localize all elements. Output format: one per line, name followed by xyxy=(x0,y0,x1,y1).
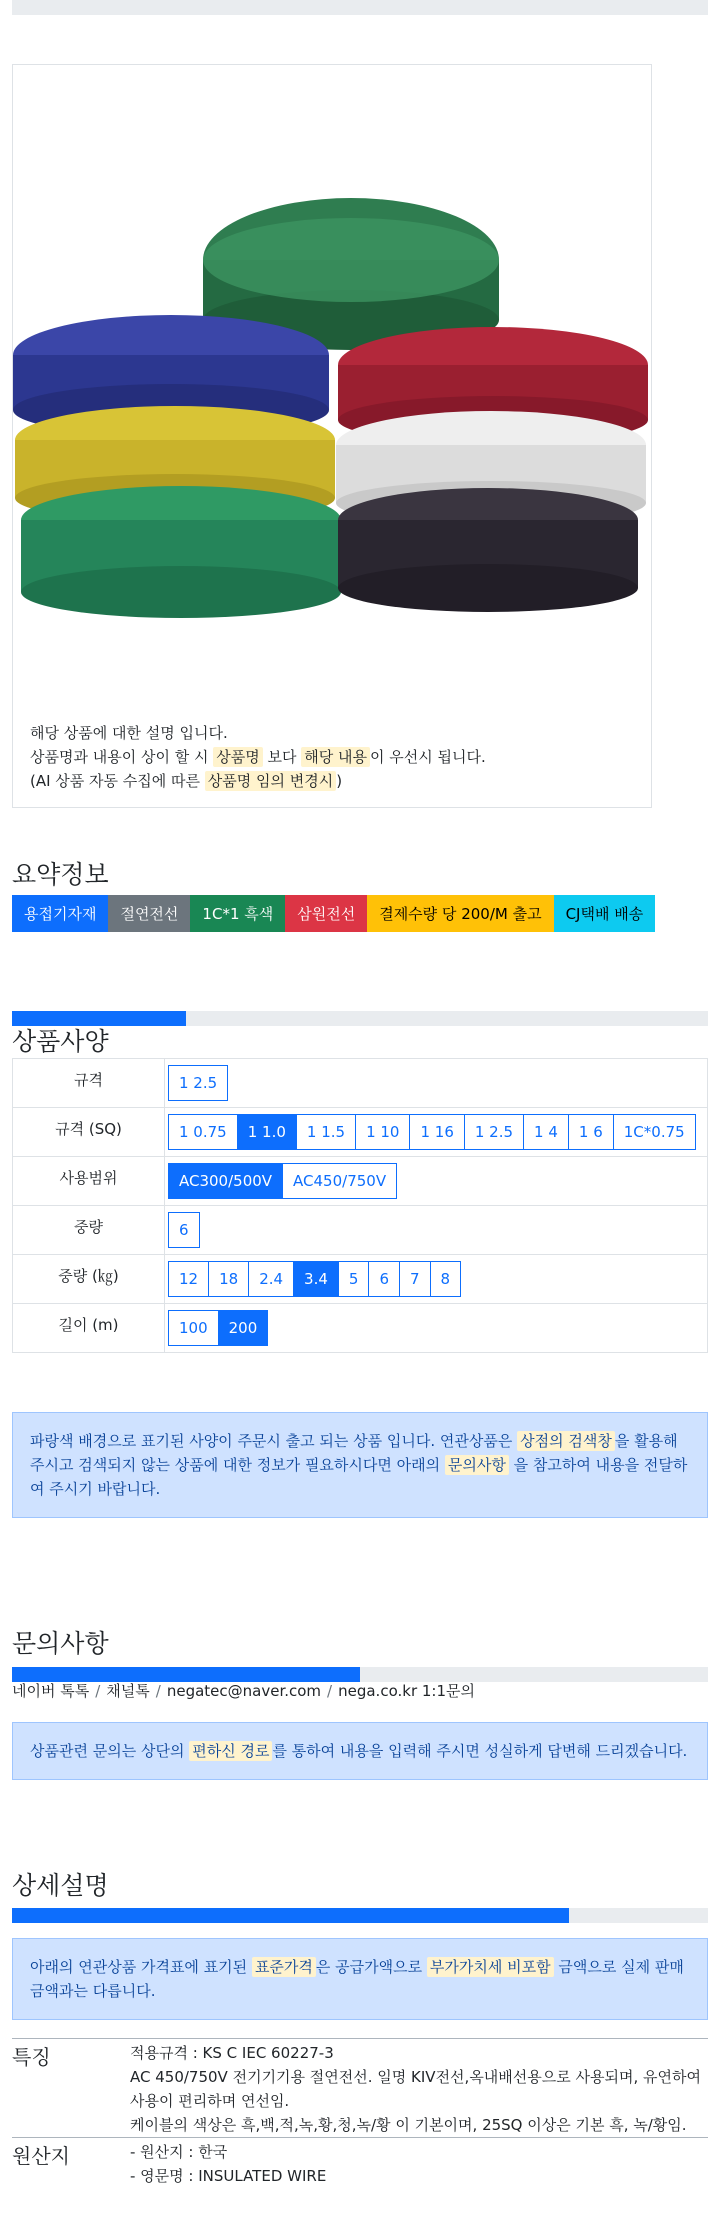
spec-row xyxy=(13,1255,708,1304)
summary-badge: 용접기자재 xyxy=(12,895,108,932)
spec-option-button[interactable]: 100 xyxy=(168,1310,219,1346)
coil-black xyxy=(338,488,638,612)
spec-option-button[interactable]: 5 xyxy=(338,1261,370,1297)
spec-row xyxy=(13,1059,708,1108)
detail-title: 상세설명 xyxy=(12,1871,109,1900)
detail-line: - 영문명 : INSULATED WIRE xyxy=(130,2167,327,2185)
spec-option-button[interactable]: 1 16 xyxy=(409,1114,464,1150)
summary-badge: CJ택배 배송 xyxy=(554,895,656,932)
spec-option-button[interactable]: 1C*0.75 xyxy=(613,1114,696,1150)
spec-option-button[interactable]: 1 1.0 xyxy=(237,1114,297,1150)
spec-option-button[interactable]: 1 4 xyxy=(523,1114,569,1150)
detail-row xyxy=(12,2038,708,2137)
spec-row xyxy=(13,1108,708,1157)
summary-title: 요약정보 xyxy=(12,860,109,889)
contact-link[interactable]: negatec@naver.com xyxy=(166,1682,322,1700)
summary-badge: 삼원전선 xyxy=(285,895,367,932)
spec-title: 상품사양 xyxy=(12,1027,109,1056)
top-bar xyxy=(12,0,708,15)
spec-option-button[interactable]: 1 1.5 xyxy=(296,1114,356,1150)
summary-badge: 결제수량 당 200/M 출고 xyxy=(367,895,553,932)
spec-option-button[interactable]: 2.4 xyxy=(248,1261,294,1297)
spec-label: 길이 (m) xyxy=(13,1304,165,1353)
detail-line: 적용규격 : KS C IEC 60227-3 xyxy=(130,2044,334,2062)
spec-option-button[interactable]: 7 xyxy=(399,1261,431,1297)
contact-link[interactable]: nega.co.kr 1:1문의 xyxy=(338,1682,475,1700)
contact-link[interactable]: 네이버 톡톡 xyxy=(12,1682,90,1700)
summary-badge: 절연전선 xyxy=(108,895,190,932)
spec-option-button[interactable]: 1 2.5 xyxy=(168,1065,228,1101)
detail-list xyxy=(12,2038,708,2188)
detail-line: - 원산지 : 한국 xyxy=(130,2143,228,2161)
spec-notice: 파랑색 배경으로 표기된 사양이 주문시 출고 되는 상품 입니다. 연관상품은 상점의 검색창 을 활용해 주시고 검색되지 않는 상품에 대한 정보가 필요하시다면 아래의 문의사항 을 참고하여 내용을 전달하여 주시기 바랍니다. xyxy=(12,1412,708,1518)
detail-line: AC 450/750V 전기기기용 절연전선. 일명 KIV전선,옥내배선용으로 사용되며, 유연하여 사용이 편리하며 연선임. xyxy=(130,2068,701,2110)
spec-option-button[interactable]: 12 xyxy=(168,1261,209,1297)
summary-badges xyxy=(12,895,655,932)
spec-option-button[interactable]: 8 xyxy=(430,1261,462,1297)
spec-option-button[interactable]: AC300/500V xyxy=(168,1163,283,1199)
spec-label: 중량 xyxy=(13,1206,165,1255)
product-image xyxy=(13,165,653,645)
contact-links xyxy=(12,1680,475,1701)
contact-separator: / xyxy=(155,1682,161,1700)
spec-row xyxy=(13,1304,708,1353)
spec-option-button[interactable]: 200 xyxy=(218,1310,269,1346)
spec-progress xyxy=(12,1011,708,1026)
spec-option-button[interactable]: 18 xyxy=(208,1261,249,1297)
detail-progress xyxy=(12,1908,708,1923)
spec-option-button[interactable]: 3.4 xyxy=(293,1261,339,1297)
coil-green-bottom xyxy=(21,486,341,618)
spec-table xyxy=(12,1058,708,1353)
summary-badge: 1C*1 흑색 xyxy=(190,895,285,932)
spec-option-button[interactable]: 1 0.75 xyxy=(168,1114,238,1150)
spec-option-button[interactable]: 1 10 xyxy=(355,1114,410,1150)
inquiry-notice: 상품관련 문의는 상단의 편하신 경로 를 통하여 내용을 입력해 주시면 성실하게 답변해 드리겠습니다. xyxy=(12,1722,708,1780)
spec-row xyxy=(13,1157,708,1206)
spec-option-button[interactable]: 6 xyxy=(168,1212,200,1248)
detail-term: 원산지 xyxy=(12,2144,70,2168)
spec-row xyxy=(13,1206,708,1255)
spec-option-button[interactable]: 6 xyxy=(368,1261,400,1297)
detail-term: 특징 xyxy=(12,2045,51,2069)
spec-option-button[interactable]: AC450/750V xyxy=(282,1163,397,1199)
spec-option-button[interactable]: 1 2.5 xyxy=(464,1114,524,1150)
spec-label: 규격 (SQ) xyxy=(13,1108,165,1157)
spec-label: 중량 (㎏) xyxy=(13,1255,165,1304)
product-description: 해당 상품에 대한 설명 입니다. 상품명과 내용이 상이 할 시 상품명 보다 해당 내용 이 우선시 됩니다. (AI 상품 자동 수집에 따른 상품명 임의 변경시 ) xyxy=(30,724,486,790)
product-card xyxy=(12,64,652,808)
contact-link[interactable]: 채널톡 xyxy=(106,1682,150,1700)
spec-label: 사용범위 xyxy=(13,1157,165,1206)
inquiry-title: 문의사항 xyxy=(12,1629,109,1658)
spec-label: 규격 xyxy=(13,1059,165,1108)
contact-separator: / xyxy=(327,1682,333,1700)
detail-line: 케이블의 색상은 흑,백,적,녹,황,청,녹/황 이 기본이며, 25SQ 이상은 기본 흑, 녹/황임. xyxy=(130,2116,687,2134)
detail-row xyxy=(12,2137,708,2188)
contact-separator: / xyxy=(95,1682,101,1700)
detail-notice: 아래의 연관상품 가격표에 표기된 표준가격 은 공급가액으로 부가가치세 비포함 금액으로 실제 판매금액과는 다릅니다. xyxy=(12,1938,708,2020)
spec-option-button[interactable]: 1 6 xyxy=(568,1114,614,1150)
